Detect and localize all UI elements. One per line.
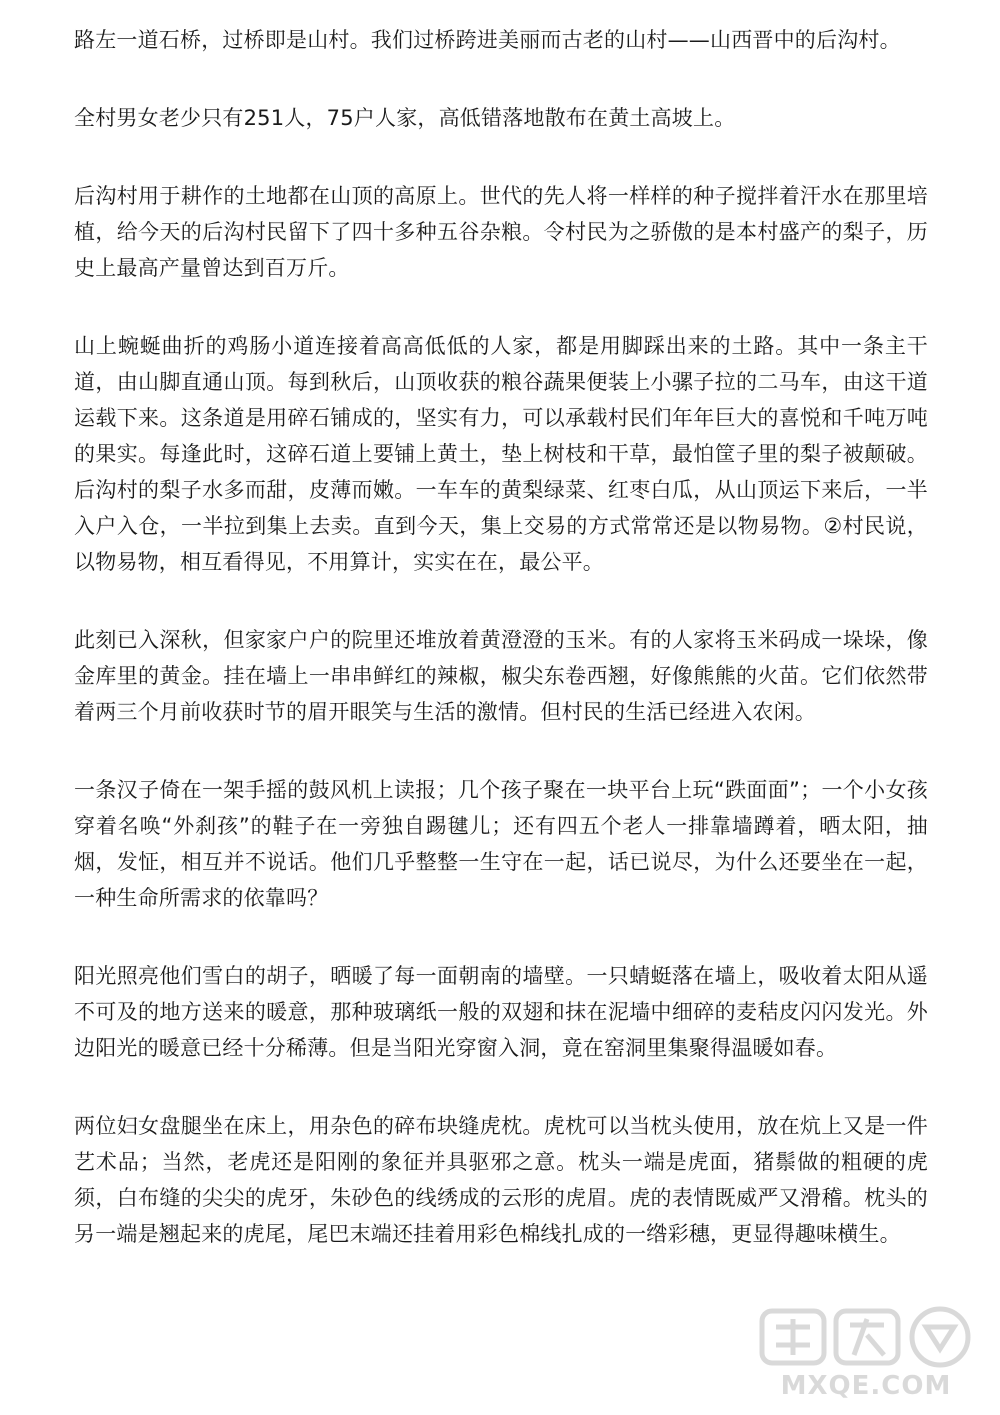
paragraph-5: 此刻已入深秋，但家家户户的院里还堆放着黄澄澄的玉米。有的人家将玉米码成一垛垛，像金库里的黄金。挂在墙上一串串鲜红的辣椒，椒尖东卷西翘，好像熊熊的火苗。它们依然带着两三个月前收获时节的眉开眼笑与生活的激情。但村民的生活已经进入农闲。 (74, 628, 928, 724)
paragraph-2: 全村男女老少只有251人，75户人家，高低错落地散布在黄土高坡上。 (74, 106, 736, 130)
paragraph-3: 后沟村用于耕作的土地都在山顶的高原上。世代的先人将一样样的种子搅拌着汗水在那里培植，给今天的后沟村民留下了四十多种五谷杂粮。令村民为之骄傲的是本村盛产的梨子，历史上最高产量曾达到百万斤。 (74, 184, 928, 280)
paragraph-6: 一条汉子倚在一架手摇的鼓风机上读报；几个孩子聚在一块平台上玩“跌面面”；一个小女孩穿着名唤“外刹孩”的鞋子在一旁独自踢毽儿；还有四五个老人一排靠墙蹲着，晒太阳，抽烟，发怔，相互并不说话。他们几乎整整一生守在一起，话已说尽，为什么还要坐在一起，一种生命所需求的依靠吗？ (74, 778, 928, 910)
paragraph-4: 山上蜿蜒曲折的鸡肠小道连接着高高低低的人家，都是用脚踩出来的土路。其中一条主干道，由山脚直通山顶。每到秋后，山顶收获的粮谷蔬果便装上小骡子拉的二马车，由这干道运载下来。这条道是用碎石铺成的，坚实有力，可以承载村民们年年巨大的喜悦和千吨万吨的果实。每逢此时，这碎石道上要铺上黄土，垫上树枝和干草，最怕筐子里的梨子被颠破。后沟村的梨子水多而甜，皮薄而嫩。一车车的黄梨绿菜、红枣白瓜，从山顶运下来后，一半入户入仓，一半拉到集上去卖。直到今天，集上交易的方式常常还是以物易物。②村民说，以物易物，相互看得见，不用算计，实实在在，最公平。 (74, 334, 928, 574)
watermark-url: MXQE.COM (780, 1371, 952, 1401)
paragraph-7: 阳光照亮他们雪白的胡子，晒暖了每一面朝南的墙壁。一只蜻蜓落在墙上，吸收着太阳从遥不可及的地方送来的暖意，那种玻璃纸一般的双翅和抹在泥墙中细碎的麦秸皮闪闪发光。外边阳光的暖意已经十分稀薄。但是当阳光穿窗入洞，竟在窑洞里集聚得温暖如春。 (74, 964, 928, 1060)
watermark (756, 1305, 976, 1401)
paragraph-8: 两位妇女盘腿坐在床上，用杂色的碎布块缝虎枕。虎枕可以当枕头使用，放在炕上又是一件艺术品；当然，老虎还是阳刚的象征并具驱邪之意。枕头一端是虎面，猪鬃做的粗硬的虎须，白布缝的尖尖的虎牙，朱砂色的线绣成的云形的虎眉。虎的表情既威严又滑稽。枕头的另一端是翘起来的虎尾，尾巴末端还挂着用彩色棉线扎成的一绺彩穗，更显得趣味横生。 (74, 1114, 928, 1246)
watermark-logo-icon (756, 1305, 976, 1369)
paragraph-1: 路左一道石桥，过桥即是山村。我们过桥跨进美丽而古老的山村——山西晋中的后沟村。 (74, 28, 901, 52)
